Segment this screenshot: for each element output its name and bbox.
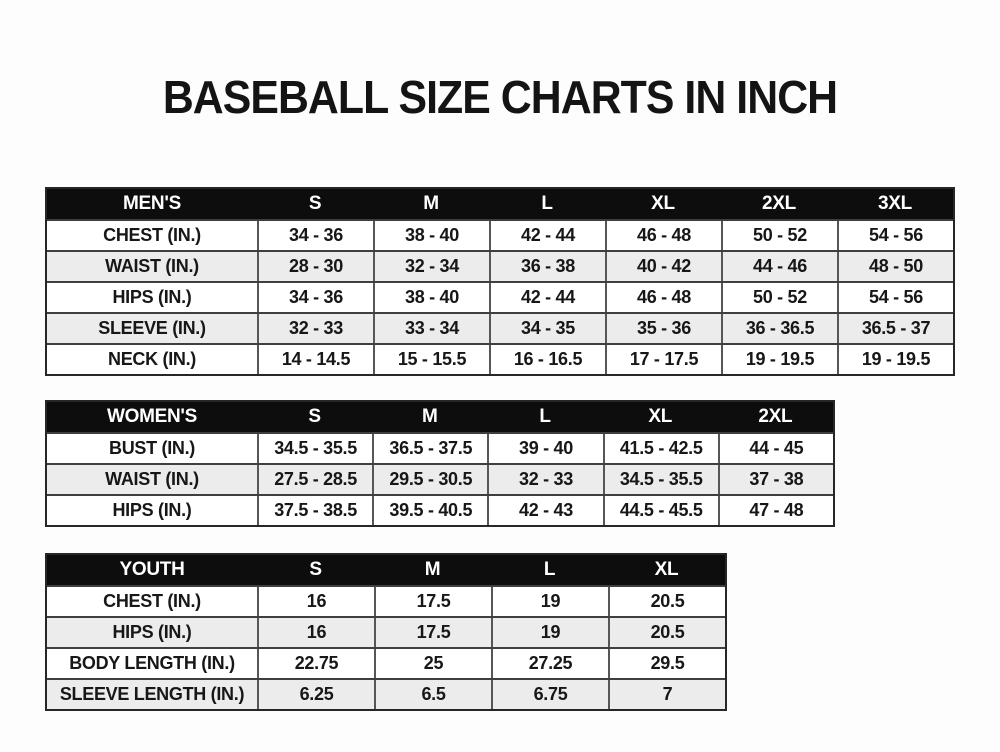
table-cell: 34 - 35 bbox=[489, 314, 605, 343]
table-cell: 39.5 - 40.5 bbox=[372, 496, 487, 525]
table-row bbox=[47, 312, 953, 343]
table-cell: 39 - 40 bbox=[487, 434, 602, 463]
table-row bbox=[47, 647, 725, 678]
header-cell: M bbox=[422, 406, 438, 427]
table-cell: 6.5 bbox=[374, 680, 491, 709]
table-cell: 34 - 36 bbox=[257, 283, 373, 312]
table-cell: 6.25 bbox=[257, 680, 374, 709]
table-row bbox=[47, 494, 833, 525]
table-cell: 44.5 - 45.5 bbox=[603, 496, 718, 525]
table-cell: 35 - 36 bbox=[605, 314, 721, 343]
table-cell: 20.5 bbox=[608, 618, 725, 647]
row-label-cell: WAIST (IN.) bbox=[105, 469, 199, 489]
table-cell: 41.5 - 42.5 bbox=[603, 434, 718, 463]
header-cell: L bbox=[541, 193, 553, 214]
row-label-cell: SLEEVE (IN.) bbox=[98, 318, 206, 338]
table-row bbox=[47, 250, 953, 281]
table-cell: 36.5 - 37.5 bbox=[372, 434, 487, 463]
table-cell: 50 - 52 bbox=[721, 221, 837, 250]
table-cell: 25 bbox=[374, 649, 491, 678]
table-row bbox=[47, 281, 953, 312]
table-cell: 44 - 45 bbox=[718, 434, 833, 463]
header-cell: XL bbox=[648, 406, 673, 427]
table-cell: 16 bbox=[257, 587, 374, 616]
mens-size-table bbox=[45, 187, 955, 376]
table-cell: 32 - 33 bbox=[487, 465, 602, 494]
table-row bbox=[47, 432, 833, 463]
header-cell: MEN'S bbox=[123, 193, 181, 214]
table-header-row bbox=[47, 402, 833, 432]
table-cell: 19 bbox=[491, 618, 608, 647]
table-cell: 28 - 30 bbox=[257, 252, 373, 281]
table-header-row bbox=[47, 189, 953, 219]
header-cell: 2XL bbox=[758, 406, 793, 427]
table-cell: 37.5 - 38.5 bbox=[257, 496, 372, 525]
table-cell: 19 - 19.5 bbox=[837, 345, 953, 374]
table-cell: 32 - 33 bbox=[257, 314, 373, 343]
row-label-cell: BUST (IN.) bbox=[109, 438, 195, 458]
table-cell: 17.5 bbox=[374, 618, 491, 647]
table-cell: 20.5 bbox=[608, 587, 725, 616]
youth-size-table bbox=[45, 553, 727, 711]
table-cell: 6.75 bbox=[491, 680, 608, 709]
table-row bbox=[47, 585, 725, 616]
table-cell: 17 - 17.5 bbox=[605, 345, 721, 374]
table-cell: 29.5 - 30.5 bbox=[372, 465, 487, 494]
table-cell: 37 - 38 bbox=[718, 465, 833, 494]
table-cell: 44 - 46 bbox=[721, 252, 837, 281]
table-cell: 34.5 - 35.5 bbox=[603, 465, 718, 494]
table-cell: 48 - 50 bbox=[837, 252, 953, 281]
header-cell: XL bbox=[654, 559, 679, 580]
table-cell: 19 bbox=[491, 587, 608, 616]
table-cell: 42 - 44 bbox=[489, 283, 605, 312]
row-label-cell: BODY LENGTH (IN.) bbox=[69, 653, 235, 673]
table-cell: 34.5 - 35.5 bbox=[257, 434, 372, 463]
header-cell: YOUTH bbox=[119, 559, 185, 580]
table-cell: 33 - 34 bbox=[373, 314, 489, 343]
row-label-cell: HIPS (IN.) bbox=[112, 500, 192, 520]
row-label-cell: CHEST (IN.) bbox=[103, 225, 201, 245]
table-cell: 16 - 16.5 bbox=[489, 345, 605, 374]
table-cell: 42 - 43 bbox=[487, 496, 602, 525]
table-cell: 14 - 14.5 bbox=[257, 345, 373, 374]
table-cell: 47 - 48 bbox=[718, 496, 833, 525]
table-cell: 36 - 38 bbox=[489, 252, 605, 281]
table-cell: 15 - 15.5 bbox=[373, 345, 489, 374]
header-cell: M bbox=[424, 559, 441, 580]
page-title: BASEBALL SIZE CHARTS IN INCH bbox=[162, 71, 838, 123]
table-cell: 29.5 bbox=[608, 649, 725, 678]
table-cell: 50 - 52 bbox=[721, 283, 837, 312]
table-row bbox=[47, 463, 833, 494]
table-cell: 34 - 36 bbox=[257, 221, 373, 250]
table-cell: 40 - 42 bbox=[605, 252, 721, 281]
header-cell: WOMEN'S bbox=[106, 406, 198, 427]
header-cell: S bbox=[308, 406, 321, 427]
table-cell: 27.25 bbox=[491, 649, 608, 678]
row-label-cell: HIPS (IN.) bbox=[112, 287, 192, 307]
header-cell: L bbox=[543, 559, 556, 580]
row-label-cell: WAIST (IN.) bbox=[105, 256, 199, 276]
table-cell: 46 - 48 bbox=[605, 283, 721, 312]
header-cell: XL bbox=[651, 193, 675, 214]
table-header-row bbox=[47, 555, 725, 585]
row-label-cell: SLEEVE LENGTH (IN.) bbox=[59, 684, 245, 704]
header-cell: S bbox=[309, 559, 322, 580]
table-row bbox=[47, 219, 953, 250]
row-label-cell: NECK (IN.) bbox=[108, 349, 196, 369]
table-row bbox=[47, 343, 953, 374]
table-cell: 16 bbox=[257, 618, 374, 647]
table-row bbox=[47, 678, 725, 709]
header-cell: M bbox=[423, 193, 439, 214]
header-cell: S bbox=[308, 193, 322, 214]
table-cell: 19 - 19.5 bbox=[721, 345, 837, 374]
table-cell: 27.5 - 28.5 bbox=[257, 465, 372, 494]
table-cell: 38 - 40 bbox=[373, 221, 489, 250]
row-label-cell: HIPS (IN.) bbox=[112, 622, 192, 642]
table-cell: 46 - 48 bbox=[605, 221, 721, 250]
table-cell: 54 - 56 bbox=[837, 221, 953, 250]
table-cell: 22.75 bbox=[257, 649, 374, 678]
table-cell: 17.5 bbox=[374, 587, 491, 616]
table-row bbox=[47, 616, 725, 647]
womens-size-table bbox=[45, 400, 835, 527]
table-cell: 54 - 56 bbox=[837, 283, 953, 312]
row-label-cell: CHEST (IN.) bbox=[103, 591, 201, 611]
header-cell: 2XL bbox=[762, 193, 796, 214]
table-cell: 36 - 36.5 bbox=[721, 314, 837, 343]
header-cell: 3XL bbox=[878, 193, 912, 214]
table-cell: 32 - 34 bbox=[373, 252, 489, 281]
table-cell: 36.5 - 37 bbox=[837, 314, 953, 343]
table-cell: 7 bbox=[608, 680, 725, 709]
header-cell: L bbox=[539, 406, 551, 427]
table-cell: 42 - 44 bbox=[489, 221, 605, 250]
table-cell: 38 - 40 bbox=[373, 283, 489, 312]
